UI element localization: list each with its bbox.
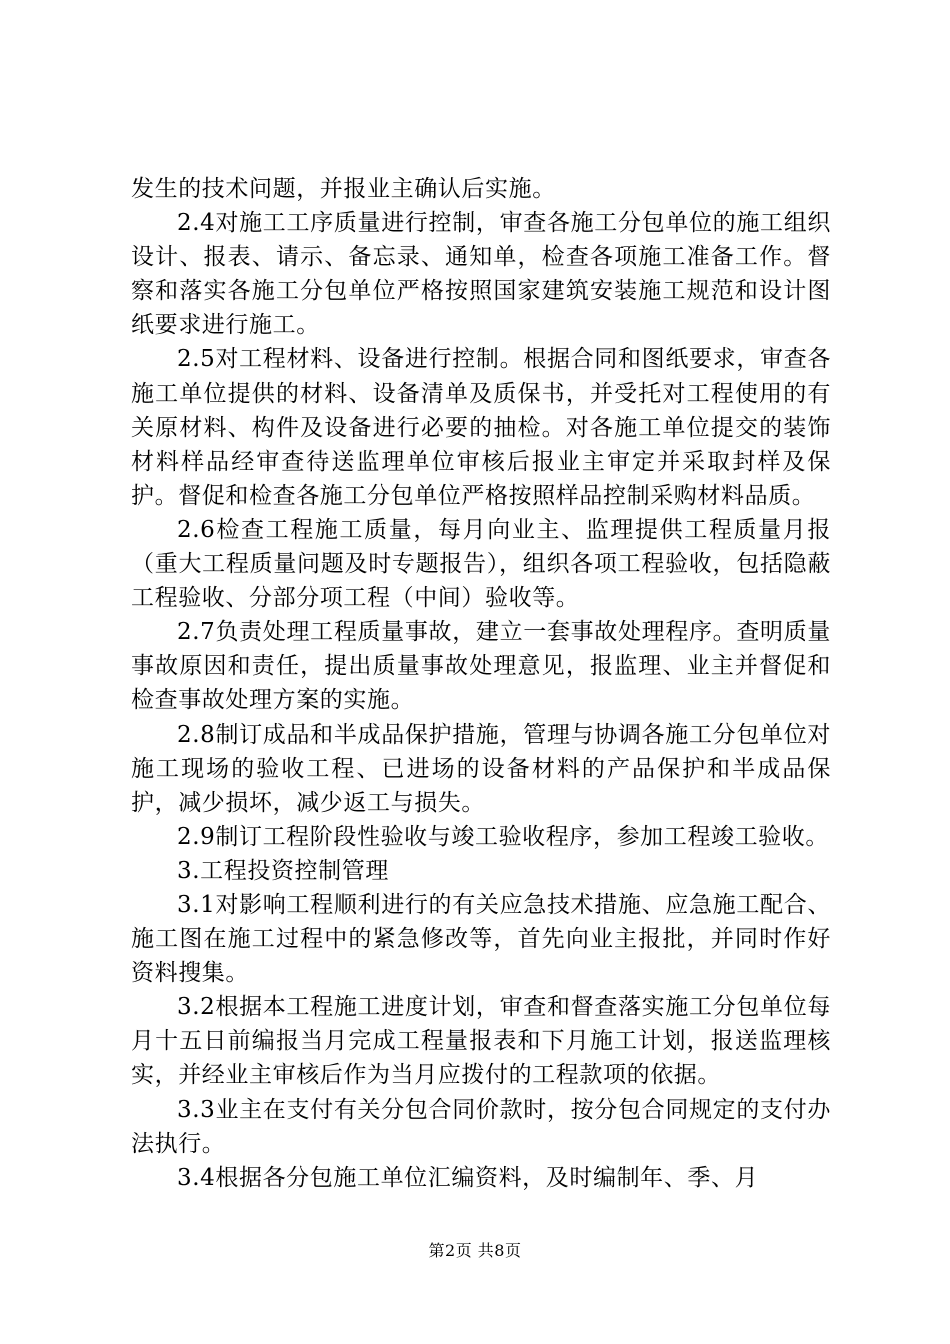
paragraph-2-4: 2.4对施工工序质量进行控制，审查各施工分包单位的施工组织设计、报表、请示、备忘录、通知单，检查各项施工准备工作。督察和落实各施工分包单位严格按照国家建筑安装施工规范和设计图纸要求进行施工。 [131,210,831,339]
section-heading-3: 3.工程投资控制管理 [177,857,389,884]
paragraph-2-5: 2.5对工程材料、设备进行控制。根据合同和图纸要求，审查各施工单位提供的材料、设备清单及质保书，并受托对工程使用的有关原材料、构件及设备进行必要的抽检。对各施工单位提交的装饰材料样品经审查待送监理单位审核后报业主审定并采取封样及保护。督促和检查各施工分包单位严格按照样品控制采购材料品质。 [131,346,831,509]
paragraph-3-4: 3.4根据各分包施工单位汇编资料，及时编制年、季、月 [177,1164,759,1191]
paragraph-3-3: 3.3业主在支付有关分包合同价款时，按分包合同规定的支付办法执行。 [131,1096,831,1157]
paragraph-3-2: 3.2根据本工程施工进度计划，审查和督查落实施工分包单位每月十五日前编报当月完成工程量报表和下月施工计划，报送监理核实，并经业主审核后作为当月应拨付的工程款项的依据。 [131,994,831,1089]
paragraph-1: 发生的技术问题，并报业主确认后实施。 [131,176,556,202]
paragraph-2-7: 2.7负责处理工程质量事故，建立一套事故处理程序。查明质量事故原因和责任，提出质量事故处理意见，报监理、业主并督促和检查事故处理方案的实施。 [131,619,831,714]
body-text [131,172,831,1195]
page-footer: 第2页 共8页 [428,1241,522,1260]
paragraph-2-6: 2.6检查工程施工质量，每月向业主、监理提供工程质量月报（重大工程质量问题及时专题报告），组织各项工程验收，包括隐蔽工程验收、分部分项工程（中间）验收等。 [131,516,831,612]
paragraph-3-1: 3.1对影响工程顺利进行的有关应急技术措施、应急施工配合、施工图在施工过程中的紧急修改等，首先向业主报批，并同时作好资料搜集。 [131,891,831,987]
paragraph-2-8: 2.8制订成品和半成品保护措施，管理与协调各施工分包单位对施工现场的验收工程、已进场的设备材料的产品保护和半成品保护，减少损坏，减少返工与损失。 [131,721,831,816]
paragraph-2-9: 2.9制订工程阶段性验收与竣工验收程序，参加工程竣工验收。 [177,823,829,850]
